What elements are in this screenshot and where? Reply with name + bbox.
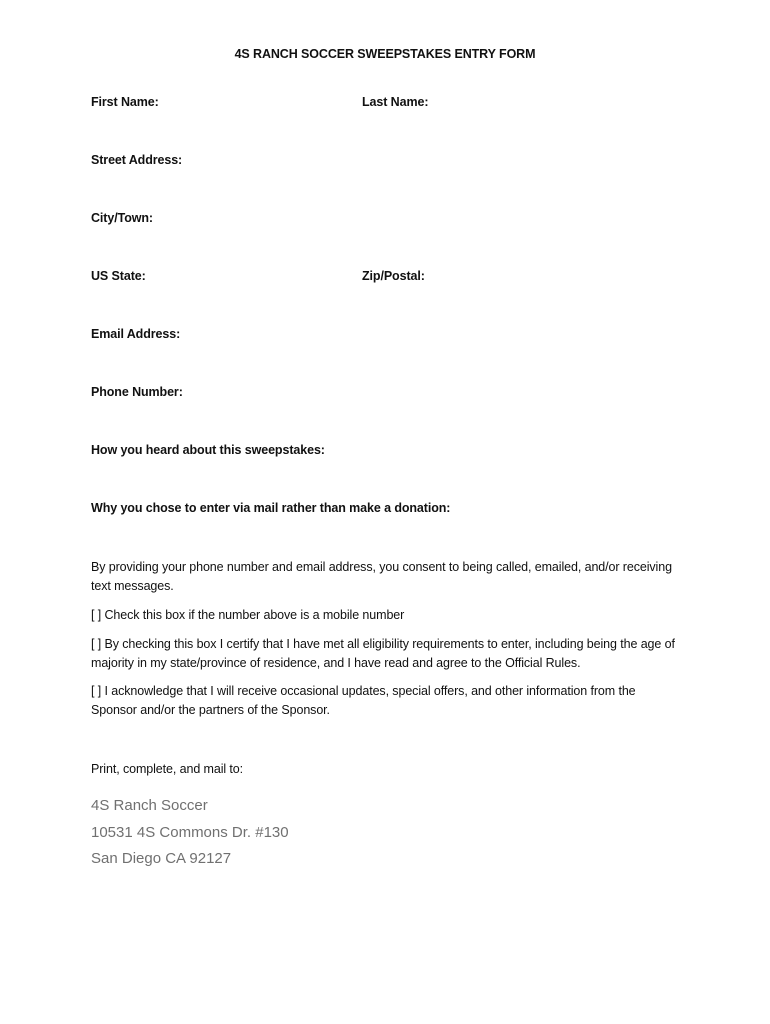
mail-address-line2: 10531 4S Commons Dr. #130: [91, 824, 289, 841]
form-title: 4S RANCH SOCCER SWEEPSTAKES ENTRY FORM: [234, 47, 536, 61]
mail-address-line1: 4S Ranch Soccer: [91, 797, 208, 814]
updates-checkbox-statement: [ ] I acknowledge that I will receive occasional updates, special offers, and other information from the Sponsor and/or the partners of the Sponsor.: [91, 684, 636, 717]
mobile-checkbox-statement: [ ] Check this box if the number above is a mobile number: [91, 608, 405, 622]
phone-number-label: Phone Number:: [91, 385, 183, 399]
mail-address-line3: San Diego CA 92127: [91, 850, 232, 867]
us-state-label: US State:: [91, 269, 146, 283]
last-name-label: Last Name:: [362, 95, 429, 109]
first-name-label: First Name:: [91, 95, 159, 109]
email-address-label: Email Address:: [91, 327, 181, 341]
city-town-label: City/Town:: [91, 211, 153, 225]
eligibility-checkbox-statement: [ ] By checking this box I certify that I have met all eligibility requirements to enter, including being the age of majority in my state/province of residence, and I have read and agree to the Official Rules.: [91, 637, 675, 670]
how-heard-label: How you heard about this sweepstakes:: [91, 443, 325, 457]
consent-paragraph: By providing your phone number and email address, you consent to being called, emailed, and/or receiving text messages.: [91, 560, 672, 593]
zip-postal-label: Zip/Postal:: [362, 269, 425, 283]
mail-instruction: Print, complete, and mail to:: [91, 762, 244, 776]
street-address-label: Street Address:: [91, 153, 183, 167]
why-mail-label: Why you chose to enter via mail rather than make a donation:: [91, 501, 451, 515]
